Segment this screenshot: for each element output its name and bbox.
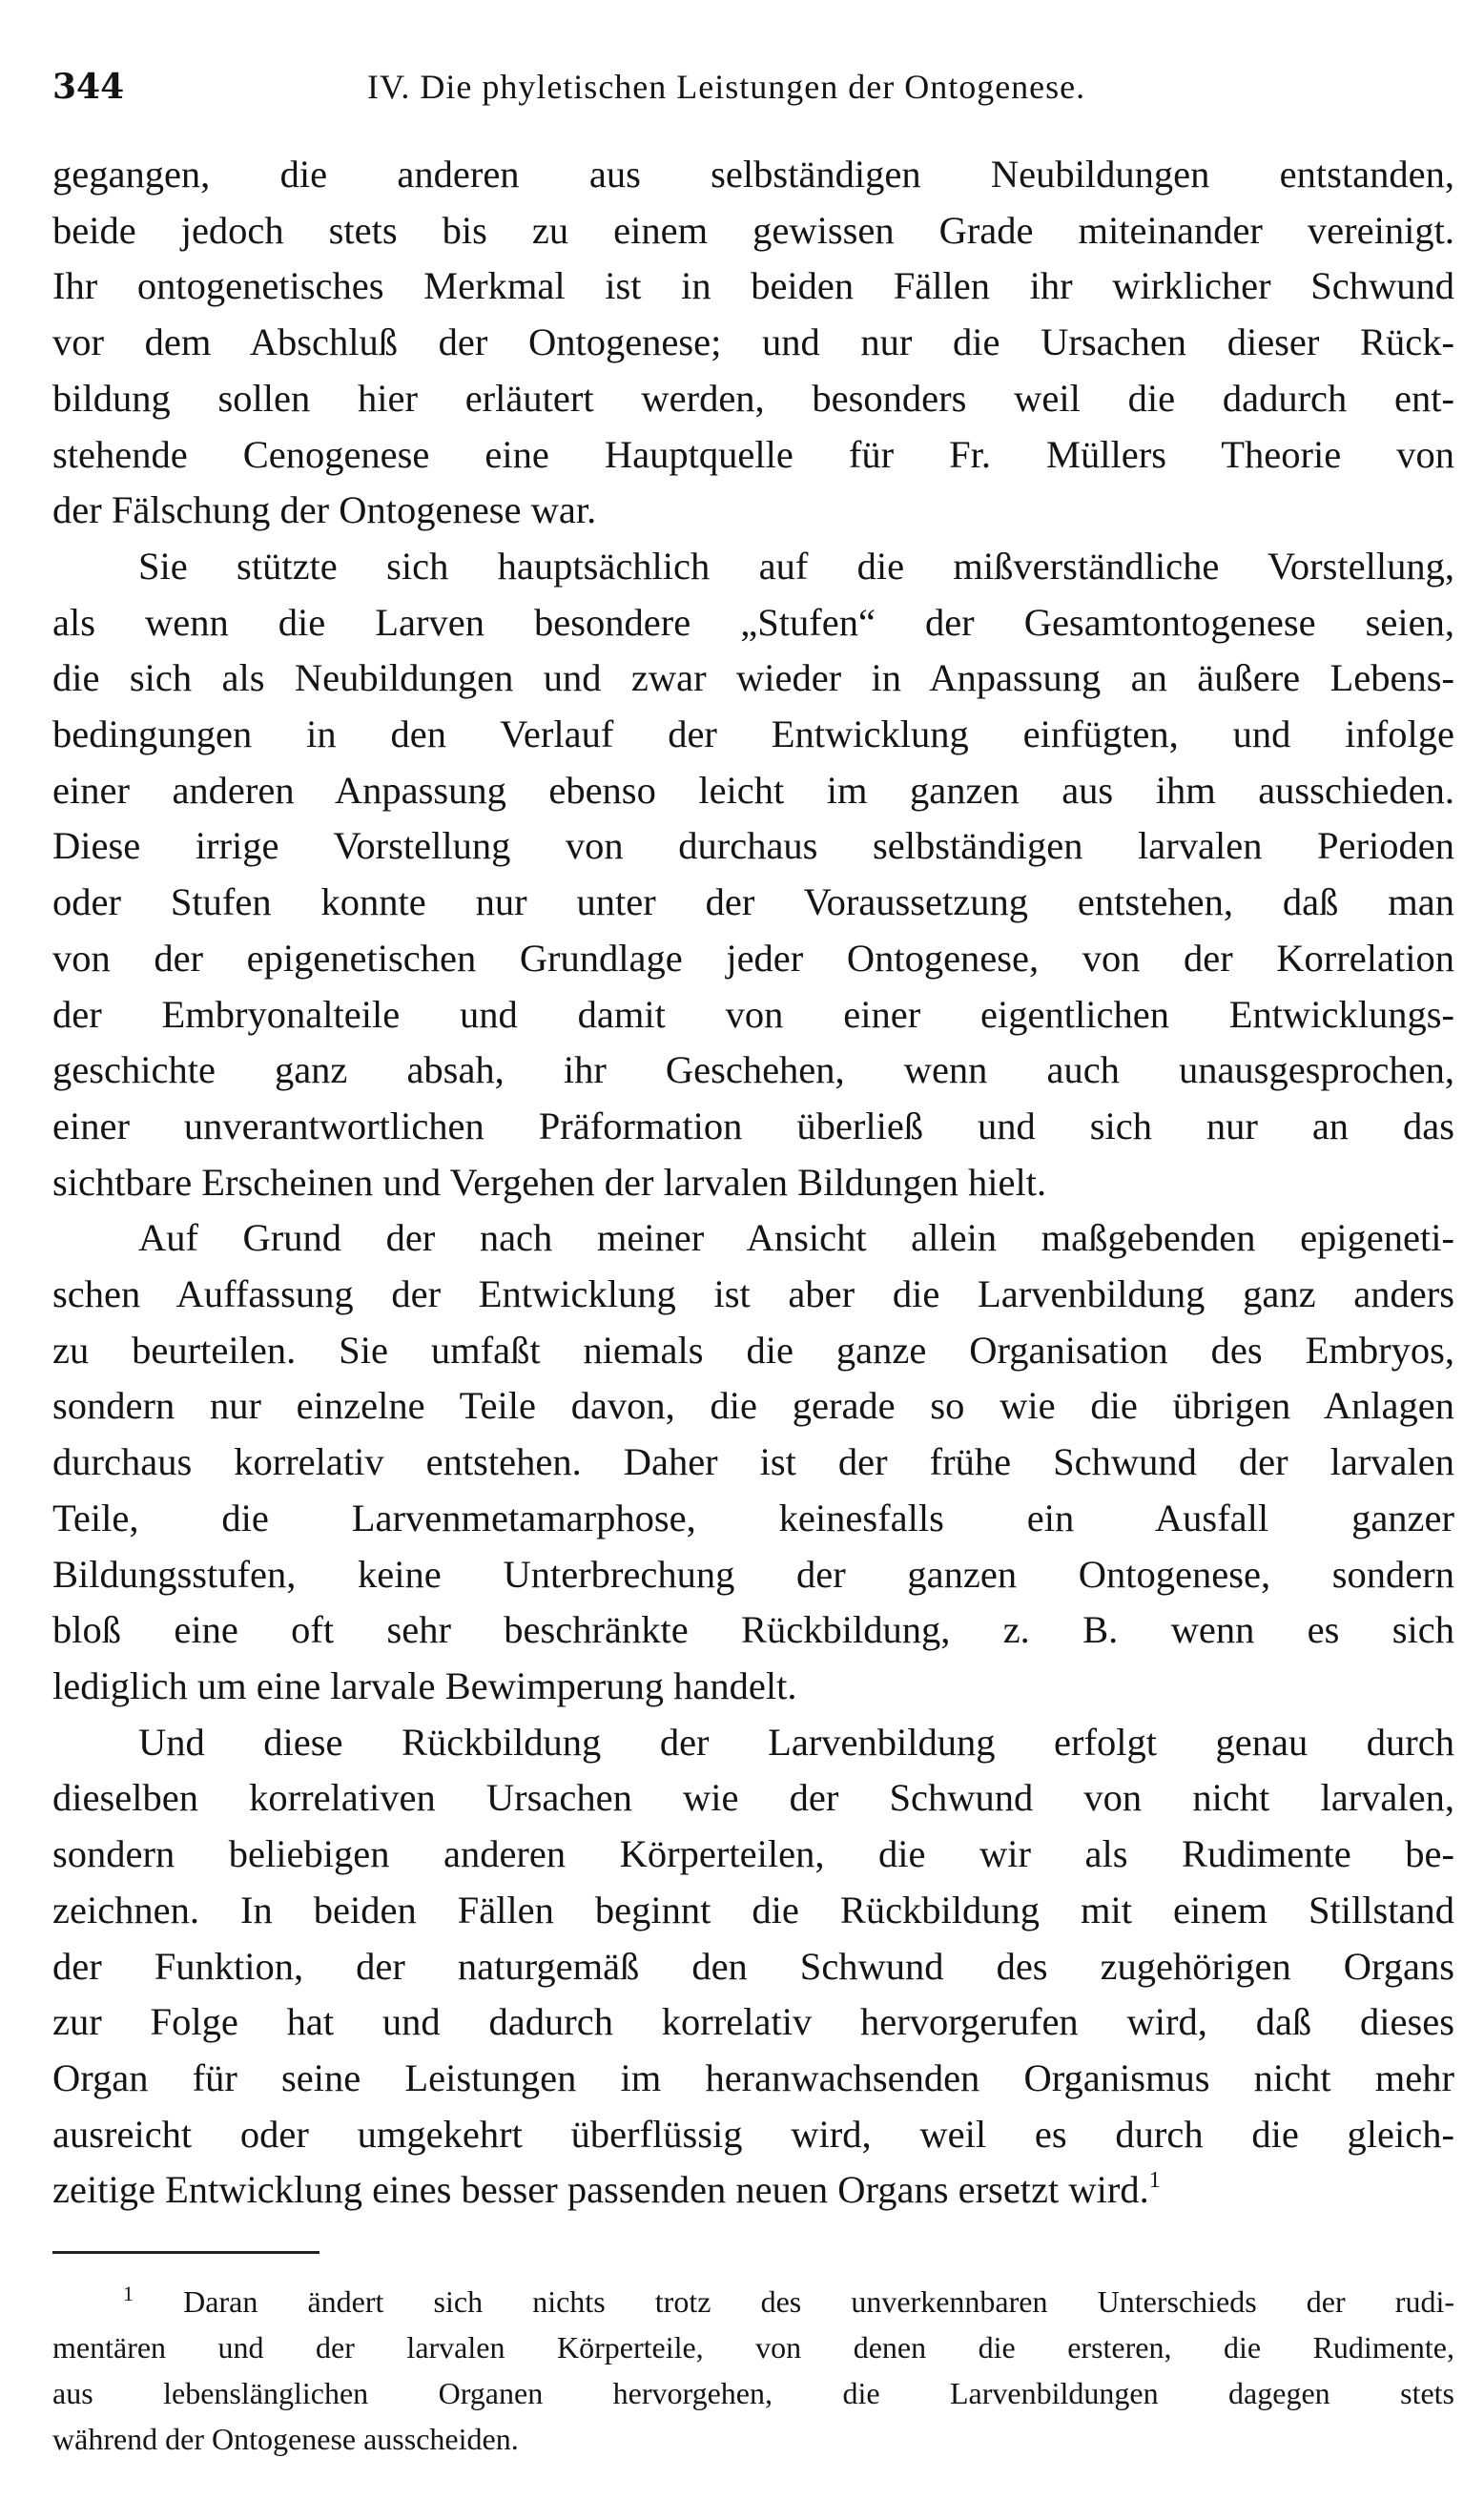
- text-line: Auf Grund der nach meiner Ansicht allein maßgebenden epigeneti-: [138, 1216, 1454, 1260]
- running-head: IV. Die phyletischen Leistungen der Ontogenese.: [367, 68, 1086, 106]
- paragraph: [52, 147, 1454, 539]
- footnote-rule: [52, 2251, 319, 2254]
- text-line: zeitige Entwicklung eines besser passenden neuen Organs ersetzt wird.$^1$: [52, 2168, 1161, 2212]
- footnote-text: Daran ändert sich nichts trotz des unverkennbaren Unterschieds der rudi-: [183, 2284, 1455, 2320]
- text-line: Diese irrige Vorstellung von durchaus selbständigen larvalen Perioden: [52, 824, 1454, 868]
- text-line: Bildungsstufen, keine Unterbrechung der ganzen Ontogenese, sondern: [52, 1552, 1454, 1596]
- text-line: die sich als Neubildungen und zwar wieder in Anpassung an äußere Lebens-: [52, 656, 1454, 700]
- text-line: stehende Cenogenese eine Hauptquelle für Fr. Müllers Theorie von: [52, 432, 1454, 476]
- text-line: beide jedoch stets bis zu einem gewissen Grade miteinander vereinigt.: [52, 208, 1454, 252]
- text-line: Und diese Rückbildung der Larvenbildung erfolgt genau durch: [138, 1720, 1454, 1764]
- text-line: zur Folge hat und dadurch korrelativ hervorgerufen wird, daß dieses: [52, 2000, 1454, 2044]
- text-line: sondern beliebigen anderen Körperteilen, die wir als Rudimente be-: [52, 1832, 1454, 1876]
- footnote-text: während der Ontogenese ausscheiden.: [52, 2422, 519, 2457]
- text-line: von der epigenetischen Grundlage jeder Ontogenese, von der Korrelation: [52, 936, 1454, 980]
- page-header: [52, 67, 1454, 124]
- text-line: dieselben korrelativen Ursachen wie der Schwund von nicht larvalen,: [52, 1776, 1454, 1820]
- footnote-text: mentären und der larvalen Körperteile, von denen die ersteren, die Rudimente,: [52, 2330, 1454, 2365]
- text-line: Sie stützte sich hauptsächlich auf die mißverständliche Vorstellung,: [138, 544, 1454, 588]
- text-line: einer unverantwortlichen Präformation überließ und sich nur an das: [52, 1104, 1454, 1147]
- paragraph: [52, 1715, 1454, 2219]
- book-page: [52, 67, 1454, 2462]
- paragraph: [52, 1210, 1454, 1714]
- text-line: gegangen, die anderen aus selbständigen Neubildungen entstanden,: [52, 153, 1454, 196]
- text-line: Teile, die Larvenmetamarphose, keinesfalls ein Ausfall ganzer: [52, 1496, 1454, 1539]
- text-line: Organ für seine Leistungen im heranwachsenden Organismus nicht mehr: [52, 2055, 1454, 2099]
- page-number: 344: [52, 67, 125, 107]
- footnote-line: [52, 2370, 1454, 2416]
- footnote-line: [52, 2416, 1454, 2462]
- text-line: ausreicht oder umgekehrt überflüssig wird, weil es durch die gleich-: [52, 2112, 1454, 2156]
- text-line: geschichte ganz absah, ihr Geschehen, wenn auch unausgesprochen,: [52, 1048, 1454, 1092]
- text-line: zu beurteilen. Sie umfaßt niemals die ganze Organisation des Embryos,: [52, 1328, 1454, 1372]
- footnote-line: [52, 2324, 1454, 2370]
- text-line: sichtbare Erscheinen und Vergehen der larvalen Bildungen hielt.: [52, 1160, 1047, 1204]
- paragraph: [52, 539, 1454, 1210]
- text-line: der Fälschung der Ontogenese war.: [52, 488, 597, 532]
- footnote: [52, 2279, 1454, 2462]
- text-line: oder Stufen konnte nur unter der Voraussetzung entstehen, daß man: [52, 880, 1454, 924]
- text-line: der Embryonalteile und damit von einer eigentlichen Entwicklungs-: [52, 992, 1454, 1036]
- text-line: zeichnen. In beiden Fällen beginnt die Rückbildung mit einem Stillstand: [52, 1888, 1454, 1931]
- footnote-marker: 1: [123, 2282, 134, 2306]
- body-text: [52, 147, 1454, 2219]
- footnote-reference: 1: [1148, 2168, 1161, 2194]
- text-line: lediglich um eine larvale Bewimperung handelt.: [52, 1663, 797, 1707]
- text-line: schen Auffassung der Entwicklung ist aber die Larvenbildung ganz anders: [52, 1272, 1454, 1316]
- text-line: bloß eine oft sehr beschränkte Rückbildung, z. B. wenn es sich: [52, 1608, 1454, 1652]
- text-line: als wenn die Larven besondere „Stufen“ der Gesamtontogenese seien,: [52, 600, 1454, 644]
- text-line: Ihr ontogenetisches Merkmal ist in beiden Fällen ihr wirklicher Schwund: [52, 264, 1454, 308]
- text-line: sondern nur einzelne Teile davon, die gerade so wie die übrigen Anlagen: [52, 1384, 1454, 1428]
- footnote-line: [52, 2279, 1454, 2324]
- text-line: der Funktion, der naturgemäß den Schwund des zugehörigen Organs: [52, 1944, 1454, 1988]
- footnote-text: aus lebenslänglichen Organen hervorgehen, die Larvenbildungen dagegen stets: [52, 2376, 1454, 2411]
- text-line: vor dem Abschluß der Ontogenese; und nur die Ursachen dieser Rück-: [52, 320, 1454, 364]
- text-line: einer anderen Anpassung ebenso leicht im ganzen aus ihm ausschieden.: [52, 768, 1454, 812]
- text-line: bildung sollen hier erläutert werden, besonders weil die dadurch ent-: [52, 376, 1454, 420]
- text-line: bedingungen in den Verlauf der Entwicklung einfügten, und infolge: [52, 713, 1454, 756]
- text-line: durchaus korrelativ entstehen. Daher ist der frühe Schwund der larvalen: [52, 1440, 1454, 1484]
